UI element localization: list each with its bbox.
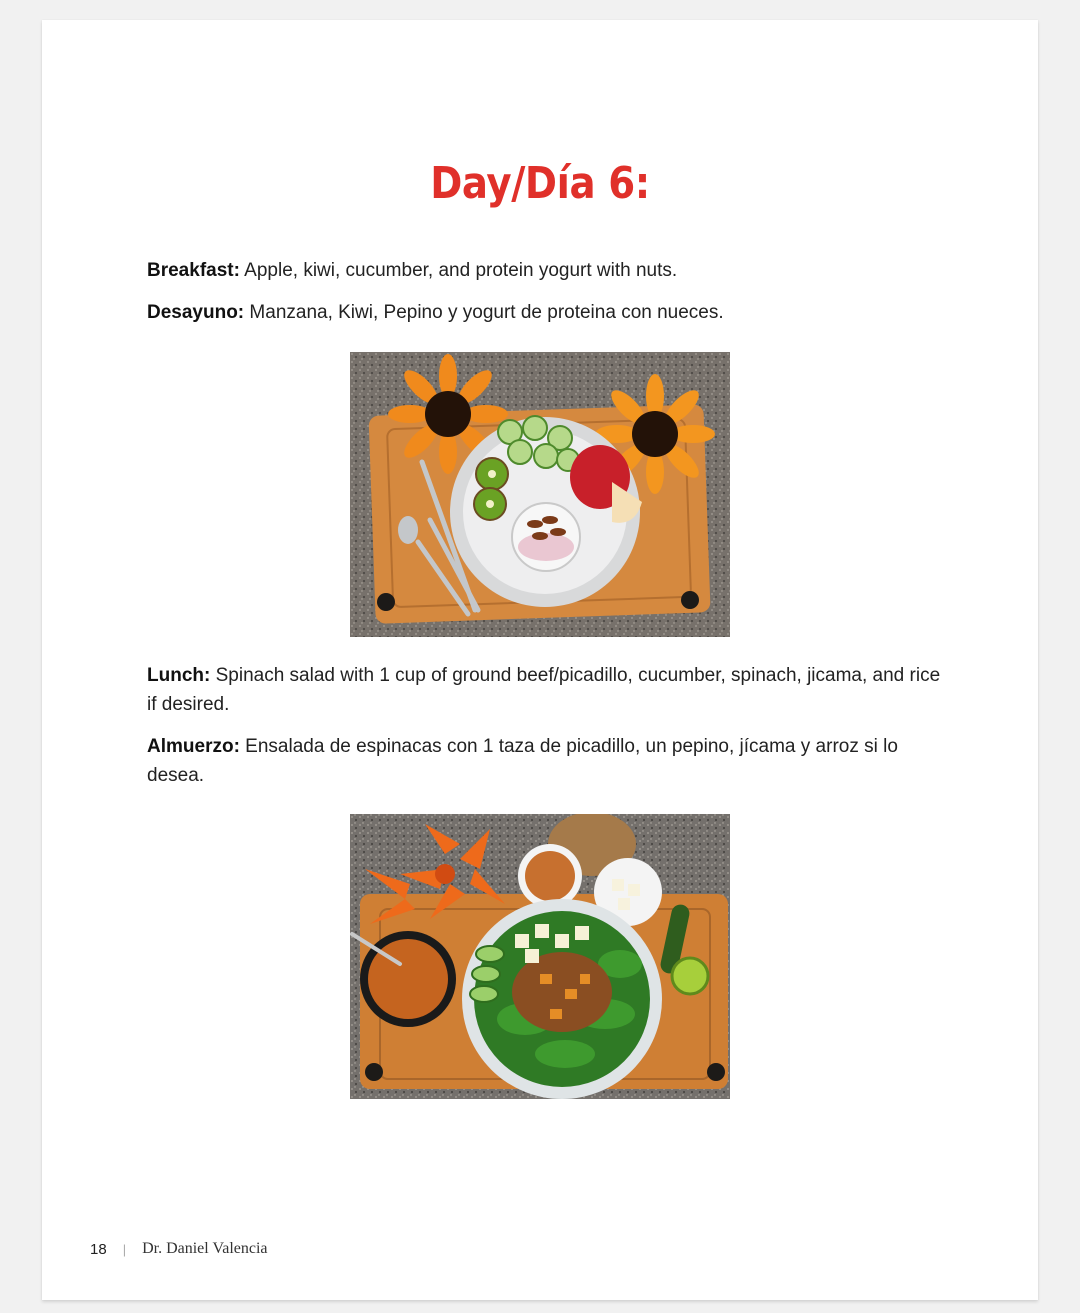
lunch-english: [147, 661, 947, 719]
page-footer: [90, 1240, 268, 1258]
breakfast-photo: [350, 352, 730, 637]
lunch-photo: [350, 814, 730, 1099]
footer-separator: |: [122, 1241, 127, 1257]
document-page: [42, 20, 1038, 1300]
breakfast-text: Apple, kiwi, cucumber, and protein yogurt with nuts.: [239, 260, 678, 281]
breakfast-spanish: [147, 298, 947, 327]
desayuno-label: Desayuno:: [147, 302, 245, 323]
lunch-text: Spinach salad with 1 cup of ground beef/picadillo, cucumber, spinach, jicama, and rice if desired.: [147, 665, 941, 715]
page-number: 18: [90, 1240, 107, 1258]
almuerzo-text: Ensalada de espinacas con 1 taza de picadillo, un pepino, jícama y arroz si lo desea.: [147, 736, 898, 786]
author-name: Dr. Daniel Valencia: [142, 1240, 268, 1257]
page-title: Day/Día 6:: [430, 158, 650, 209]
desayuno-text: Manzana, Kiwi, Pepino y yogurt de proteina con nueces.: [244, 302, 724, 323]
breakfast-english: [147, 256, 947, 285]
almuerzo-label: Almuerzo:: [147, 736, 240, 757]
lunch-spanish: [147, 732, 947, 790]
lunch-label: Lunch:: [147, 665, 211, 686]
breakfast-label: Breakfast:: [147, 260, 240, 281]
